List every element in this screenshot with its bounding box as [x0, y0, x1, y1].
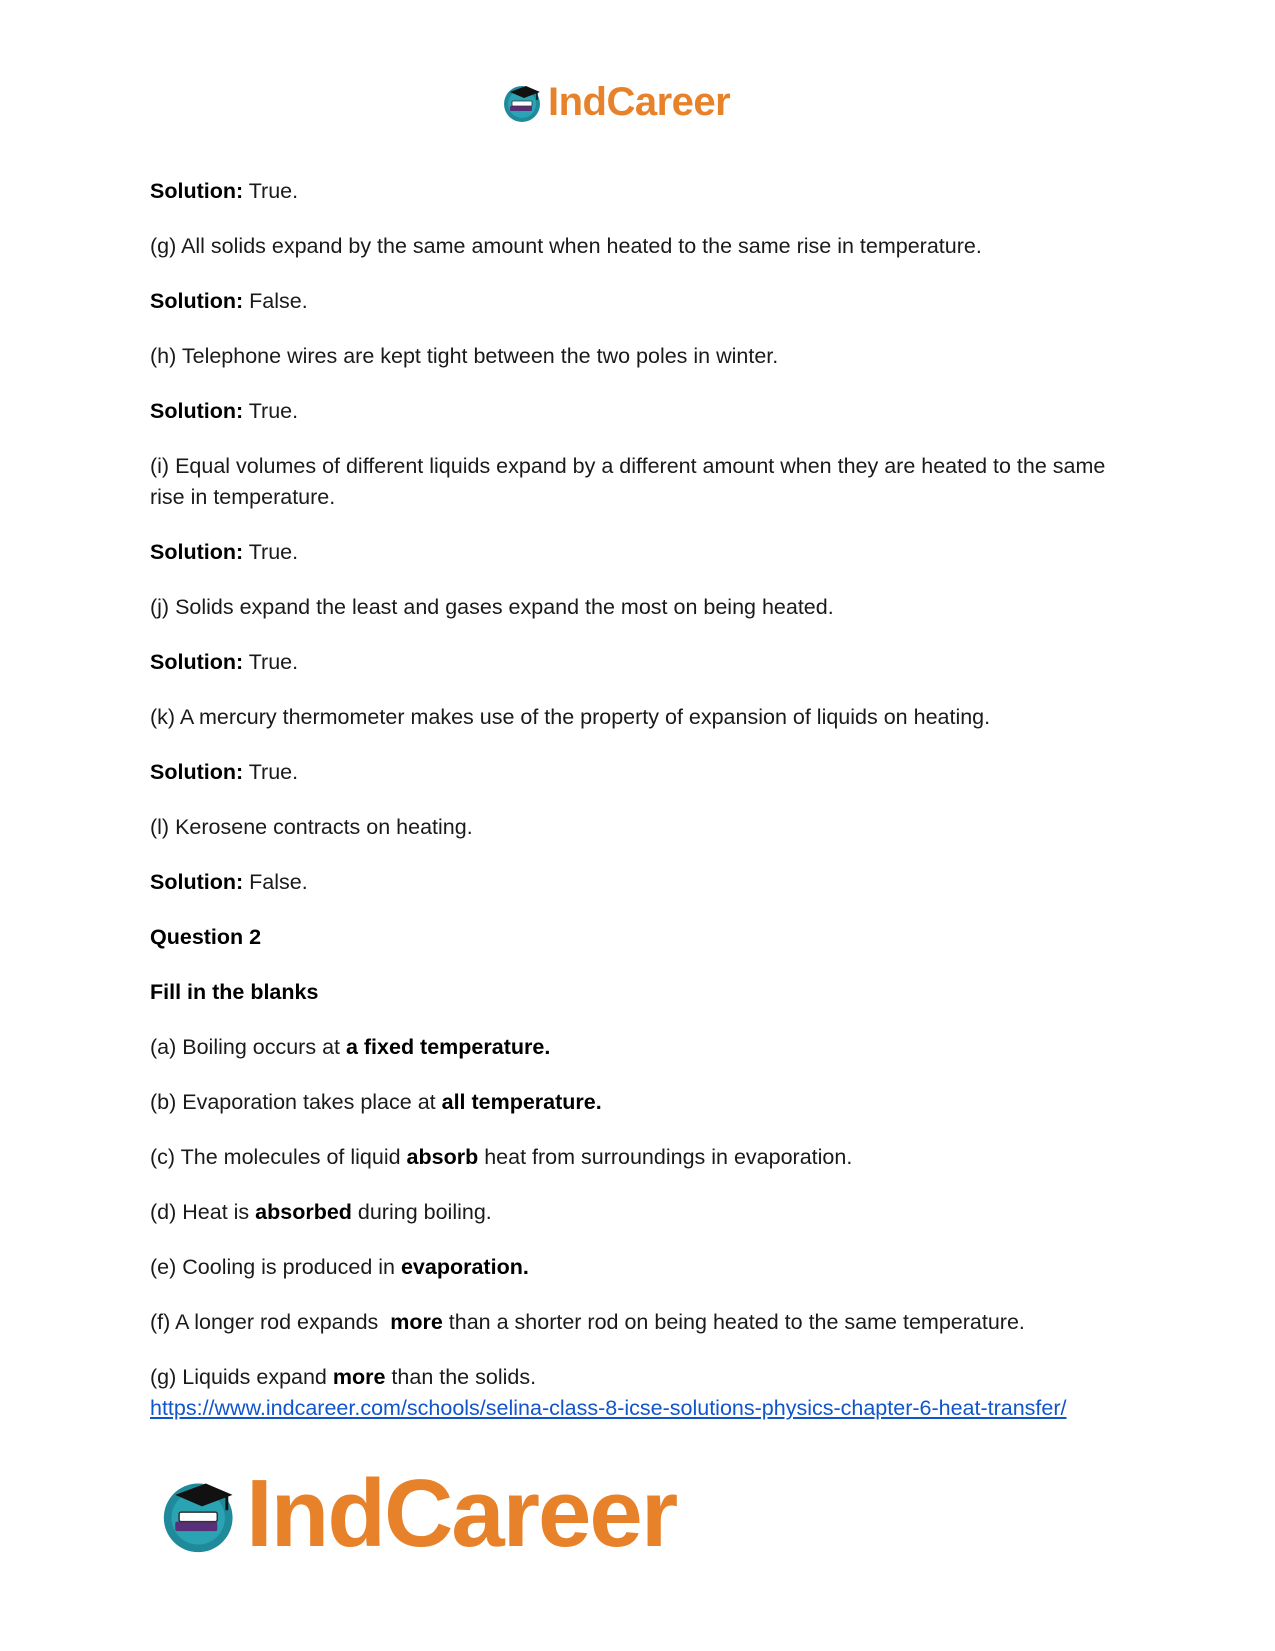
solution-line: Solution: False.: [150, 870, 308, 894]
question-line: (j) Solids expand the least and gases expand the most on being heated.: [150, 595, 834, 619]
header-logo: [502, 80, 730, 124]
solution-line: Solution: True.: [150, 399, 299, 423]
question-line: (i) Equal volumes of different liquids expand by a different amount when they are heated to the same rise in temperature.: [150, 454, 1106, 509]
question-line: (g) All solids expand by the same amount when heated to the same rise in temperature.: [150, 234, 982, 258]
solution-line: Solution: True.: [150, 179, 299, 203]
fill-blank-line: (e) Cooling is produced in evaporation.: [150, 1255, 529, 1279]
graduation-globe-icon: [502, 80, 546, 124]
question-line: (l) Kerosene contracts on heating.: [150, 815, 473, 839]
section-subheading: Fill in the blanks: [150, 980, 319, 1004]
solution-line: Solution: True.: [150, 650, 299, 674]
question-line: (k) A mercury thermometer makes use of the property of expansion of liquids on heating.: [150, 705, 991, 729]
source-link-line: [150, 1393, 1130, 1424]
fill-blank-line: (g) Liquids expand more than the solids.: [150, 1365, 537, 1389]
page-content: [150, 176, 1130, 1424]
solution-line: Solution: True.: [150, 760, 299, 784]
fill-blank-line: (f) A longer rod expands more than a shorter rod on being heated to the same temperature.: [150, 1310, 1025, 1334]
solution-line: Solution: False.: [150, 289, 308, 313]
logo-wordmark: IndCareer: [246, 1460, 677, 1567]
source-url-link[interactable]: https://www.indcareer.com/schools/selina-class-8-icse-solutions-physics-chapter-6-heat-transfer/: [150, 1396, 1067, 1420]
footer-logo: [160, 1460, 677, 1567]
solution-line: Solution: True.: [150, 540, 299, 564]
question-line: (h) Telephone wires are kept tight between the two poles in winter.: [150, 344, 779, 368]
fill-blank-line: (d) Heat is absorbed during boiling.: [150, 1200, 492, 1224]
fill-blank-line: (c) The molecules of liquid absorb heat from surroundings in evaporation.: [150, 1145, 853, 1169]
logo-wordmark: IndCareer: [548, 80, 731, 124]
fill-blank-line: (b) Evaporation takes place at all temperature.: [150, 1090, 602, 1114]
fill-blank-line: (a) Boiling occurs at a fixed temperature.: [150, 1035, 551, 1059]
graduation-globe-icon: [160, 1472, 244, 1556]
question-heading: Question 2: [150, 925, 262, 949]
